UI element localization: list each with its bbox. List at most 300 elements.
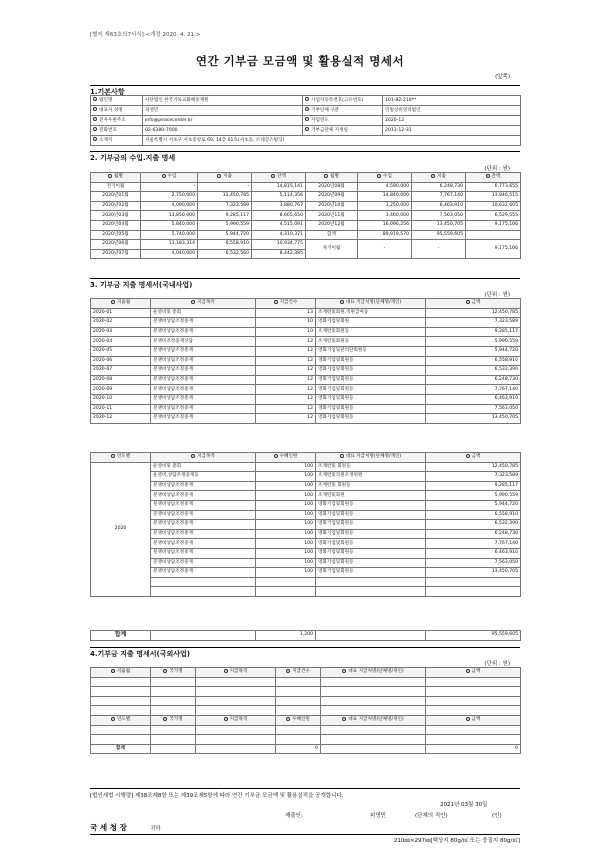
amount-cell: 3,250,000: [358, 201, 412, 211]
amount-cell: -: [198, 182, 252, 192]
amount-cell: 9,285,117: [426, 481, 521, 491]
purpose-cell: 분쟁비상담조정중재: [151, 375, 256, 385]
field-label: 전자우편주소: [91, 116, 143, 126]
bullet-circle-icon: [305, 107, 309, 111]
field-value: 101-82-210**: [383, 96, 521, 106]
amount-cell: 4,090,000: [141, 201, 198, 211]
count-cell: 13: [256, 308, 316, 318]
purpose-cell: 분쟁비상담조정중재: [151, 481, 256, 491]
amount-cell: 13,850,000: [141, 211, 198, 221]
count-cell: 100: [256, 539, 316, 549]
domestic-total-amount: 95,559,605: [426, 631, 521, 641]
month-cell: 2020-09: [91, 385, 151, 395]
empty-cell: [91, 687, 151, 697]
law-statement: [법인세법 시행령] 제38조제8항 또는 제39조제5항에 따라 연간 기부금 모금액 및 활용실적을 공개합니다.: [90, 788, 520, 799]
amount-cell: 6,463,910: [426, 548, 521, 558]
column-header: 금액: [426, 668, 521, 678]
submitter-label: 제출인:: [285, 813, 303, 819]
column-header: 지급목적: [196, 668, 276, 678]
column-header: 금액: [426, 453, 521, 463]
amount-cell: 13,450,785: [198, 192, 252, 202]
amount-cell: 5,944,720: [198, 230, 252, 240]
amount-cell: 3,460,000: [358, 211, 412, 221]
count-cell: 12: [256, 414, 316, 424]
amount-cell: 6,532,560: [198, 249, 252, 259]
carry-forward-label: 차기이월: [306, 240, 358, 259]
field-value: 민법상비영리법인: [383, 106, 521, 116]
bullet-circle-icon: [286, 717, 290, 721]
empty-cell: [151, 687, 196, 697]
income-expense-row: [91, 211, 521, 221]
bullet-circle-icon: [466, 669, 470, 673]
amount-cell: 5,840,000: [141, 220, 198, 230]
amount-cell: 14,815,141: [252, 182, 306, 192]
address-row: [91, 136, 521, 146]
bullet-circle-icon: [93, 107, 97, 111]
month-cell: 2020년05월: [91, 230, 141, 240]
seal-mark: (인): [492, 813, 502, 819]
empty-cell: [276, 725, 321, 735]
amount-cell: 6,558,910: [198, 240, 252, 250]
amount-cell: 95,559,605: [412, 230, 466, 240]
empty-cell: [426, 706, 521, 716]
overseas-yearly-header: [91, 715, 521, 725]
month-cell: 2020년03월: [91, 211, 141, 221]
empty-cell: [321, 706, 426, 716]
field-label: 전화번호: [91, 126, 143, 136]
month-cell: 2020-07: [91, 366, 151, 376]
count-cell: 12: [256, 394, 316, 404]
amount-cell: 6,529,555: [466, 211, 521, 221]
carry-forward-value: -: [412, 240, 466, 259]
count-cell: 12: [256, 404, 316, 414]
payee-cell: 조재련및회원등: [316, 337, 426, 347]
amount-cell: 5,740,000: [141, 230, 198, 240]
purpose-cell: 분쟁비상담조정중재: [151, 385, 256, 395]
amount-cell: -: [141, 182, 198, 192]
count-cell: 100: [256, 558, 316, 568]
amount-cell: 7,563,050: [426, 404, 521, 414]
amount-cell: 7,323,589: [198, 201, 252, 211]
empty-cell: [91, 735, 151, 745]
empty-cell: [276, 687, 321, 697]
empty-cell: [321, 696, 426, 706]
column-header: 지급목적: [196, 715, 276, 725]
bullet-circle-icon: [111, 454, 115, 458]
field-value: 2013-12-31: [383, 126, 521, 136]
month-cell: 2020년10월: [306, 201, 358, 211]
domestic-total-label: 합계: [91, 631, 151, 641]
empty-row: [91, 725, 521, 735]
column-header: 대표 지급처명(단체명/개인): [316, 299, 426, 309]
field-label: 기부금단체 지정일: [303, 126, 383, 136]
month-cell: 2020-01: [91, 308, 151, 318]
purpose-cell: 분쟁비상담조정중재: [151, 558, 256, 568]
payee-cell: 영화기업및회원등: [316, 394, 426, 404]
form-header-note: [별지 제63호의7서식] <개정 2020. 4. 21.>: [90, 32, 201, 38]
amount-cell: 2,750,000: [141, 192, 198, 202]
amount-cell: 6,248,730: [426, 529, 521, 539]
empty-cell: [276, 677, 321, 687]
bullet-circle-icon: [271, 174, 275, 178]
payee-cell: 조재련및회원: [316, 491, 426, 501]
purpose-cell: 분쟁비상담조정중재: [151, 327, 256, 337]
column-header: 지출월: [91, 668, 151, 678]
amount-cell: 6,558,910: [426, 356, 521, 366]
count-cell: 12: [256, 385, 316, 395]
empty-cell: [426, 587, 521, 597]
empty-row: [91, 687, 521, 697]
bullet-circle-icon: [111, 300, 115, 304]
field-value: 피영민: [143, 106, 303, 116]
domestic-unit: (단위 : 원): [484, 292, 510, 298]
field-label: 사업연도: [303, 116, 383, 126]
domestic-row: [91, 414, 521, 424]
empty-cell: [426, 696, 521, 706]
empty-cell: [91, 725, 151, 735]
month-cell: 2020-11: [91, 404, 151, 414]
month-cell: 합계: [306, 230, 358, 240]
field-label: 사업자등록번호(고유번호): [303, 96, 383, 106]
empty-cell: [321, 687, 426, 697]
amount-cell: 7,767,140: [426, 539, 521, 549]
purpose-cell: 분쟁비조정중재상담: [151, 337, 256, 347]
domestic-row: [91, 356, 521, 366]
amount-cell: 5,990,559: [426, 491, 521, 501]
domestic-header: [91, 299, 521, 309]
basic-info-row: [91, 106, 521, 116]
empty-cell: [196, 725, 276, 735]
count-cell: 10: [256, 318, 316, 328]
month-cell: 2020년12월: [306, 220, 358, 230]
month-cell: 2020-06: [91, 356, 151, 366]
purpose-cell: 분쟁비상담조정중재: [151, 414, 256, 424]
empty-cell: [151, 587, 256, 597]
field-label: 법인명: [91, 96, 143, 106]
column-header: 연도별: [91, 715, 151, 725]
purpose-cell: 분쟁비상담조정중재: [151, 356, 256, 366]
amount-cell: 14,840,000: [358, 192, 412, 202]
month-cell: 2020-12: [91, 414, 151, 424]
amount-cell: 6,248,730: [412, 182, 466, 192]
income-expense-header: [91, 173, 521, 183]
count-cell: 100: [256, 529, 316, 539]
empty-row: [91, 677, 521, 687]
field-label: 소재지: [91, 136, 143, 146]
section-domestic-title: 3. 기부금 지출 명세서(국내사업): [90, 278, 520, 290]
count-cell: 100: [256, 520, 316, 530]
column-header: 금액: [426, 715, 521, 725]
domestic-yearly-row: [91, 462, 521, 472]
bullet-circle-icon: [342, 669, 346, 673]
empty-row: [91, 735, 521, 745]
purpose-cell: 분쟁비상담조정중재: [151, 510, 256, 520]
amount-cell: 5,944,720: [426, 346, 521, 356]
month-cell: 2020년04월: [91, 220, 141, 230]
count-cell: 12: [256, 375, 316, 385]
column-header: 연도별: [91, 453, 151, 463]
domestic-row: [91, 366, 521, 376]
basic-info-row: [91, 96, 521, 106]
field-value: 02-6380-7000: [143, 126, 303, 136]
overseas-unit: (단위 : 원): [484, 661, 510, 667]
basic-info-table: [90, 95, 521, 146]
bullet-circle-icon: [377, 174, 381, 178]
empty-cell: [151, 577, 256, 587]
amount-cell: [466, 230, 521, 240]
bullet-circle-icon: [108, 174, 112, 178]
amount-cell: 7,563,050: [412, 211, 466, 221]
payee-cell: 영화기업및회원등: [316, 558, 426, 568]
column-header: 국가명: [151, 668, 196, 678]
domestic-yearly-row: [91, 539, 521, 549]
month-cell: 2020-02: [91, 318, 151, 328]
purpose-cell: 분쟁비상담조정중재: [151, 394, 256, 404]
empty-cell: [426, 725, 521, 735]
bullet-circle-icon: [191, 454, 195, 458]
empty-cell: [196, 735, 276, 745]
month-cell: 2020년11월: [306, 211, 358, 221]
column-header: 지출: [198, 173, 252, 183]
empty-cell: [316, 577, 426, 587]
amount-cell: 9,285,117: [198, 211, 252, 221]
amount-cell: 5,990,559: [198, 220, 252, 230]
carry-forward-value: 9,175,106: [466, 240, 521, 259]
amount-cell: 5,990,559: [426, 337, 521, 347]
amount-cell: 7,563,050: [426, 558, 521, 568]
empty-row: [91, 587, 521, 597]
payee-cell: 영화기업및회원등: [316, 404, 426, 414]
domestic-yearly-row: [91, 510, 521, 520]
paper-spec: 210㎜×297㎜[백상지 80g/㎡ 또는 중질지 80g/㎡]: [90, 834, 520, 844]
field-value: 서울특별시 서초구 서초중앙로 69, 14층 01호(서초동, 르네상스빌딩): [143, 136, 521, 146]
column-header: 대표 지급처명(단체명/개인): [321, 715, 426, 725]
amount-cell: 6,248,730: [426, 375, 521, 385]
payee-cell: 영화기업및회원등: [316, 375, 426, 385]
payee-cell: 영화기업및회원등: [316, 520, 426, 530]
purpose-cell: 운영비,상담조정중재등: [151, 472, 256, 482]
amount-cell: 7,323,589: [426, 472, 521, 482]
purpose-cell: 분쟁비상담조정중재: [151, 520, 256, 530]
payee-cell: 영화기업및회원등: [316, 548, 426, 558]
empty-row: [91, 577, 521, 587]
empty-cell: [151, 735, 196, 745]
domestic-yearly-header: [91, 453, 521, 463]
column-header: 수혜인원: [276, 715, 321, 725]
amount-cell: 10,934,775: [252, 240, 306, 250]
domestic-yearly-row: [91, 568, 521, 578]
count-cell: 12: [256, 337, 316, 347]
income-expense-unit: (단위 : 원): [484, 166, 510, 172]
column-header: 월별: [306, 173, 358, 183]
amount-cell: 5,944,720: [426, 500, 521, 510]
bullet-circle-icon: [162, 174, 166, 178]
empty-cell: [151, 744, 196, 754]
amount-cell: 3,880,767: [252, 201, 306, 211]
domestic-row: [91, 337, 521, 347]
empty-cell: [256, 587, 316, 597]
empty-row: [91, 706, 521, 716]
purpose-cell: 분쟁비상담조정중재: [151, 529, 256, 539]
empty-cell: [196, 744, 276, 754]
purpose-cell: 운영비및 총회: [151, 308, 256, 318]
purpose-cell: 분쟁비상담조정중재: [151, 366, 256, 376]
bullet-circle-icon: [466, 300, 470, 304]
payee-cell: 조재련및회원,직원급여등: [316, 308, 426, 318]
amount-cell: 6,463,910: [426, 394, 521, 404]
amount-cell: 8,442,385: [252, 249, 306, 259]
income-expense-row: [91, 201, 521, 211]
payee-cell: 영화기업및회원등: [316, 539, 426, 549]
amount-cell: 6,532,390: [426, 520, 521, 530]
domestic-yearly-row: [91, 520, 521, 530]
purpose-cell: 분쟁비상담조정중재: [151, 318, 256, 328]
domestic-total-table: [90, 630, 521, 641]
empty-cell: [276, 706, 321, 716]
column-header: 지급건수: [276, 668, 321, 678]
submission-date: 2021년 03월 30일: [440, 802, 488, 808]
basic-info-row: [91, 116, 521, 126]
income-expense-row: [91, 220, 521, 230]
empty-cell: [91, 696, 151, 706]
bullet-circle-icon: [340, 300, 344, 304]
purpose-cell: 분쟁비상담조정중재: [151, 548, 256, 558]
bullet-circle-icon: [93, 137, 97, 141]
bullet-circle-icon: [224, 669, 228, 673]
field-label: 대표자 성명: [91, 106, 143, 116]
amount-cell: 13,450,705: [426, 568, 521, 578]
empty-cell: [196, 706, 276, 716]
month-cell: 2020-05: [91, 346, 151, 356]
column-header: 지급목적: [151, 453, 256, 463]
month-cell: 2020-04: [91, 337, 151, 347]
amount-cell: 12,450,785: [426, 308, 521, 318]
amount-cell: 6,558,910: [426, 510, 521, 520]
field-label: 기부단체 구분: [303, 106, 383, 116]
payee-cell: 영화기업및관리단회원등: [316, 346, 426, 356]
column-header: 지급목적: [151, 299, 256, 309]
empty-cell: [151, 696, 196, 706]
amount-cell: 8,665,650: [252, 211, 306, 221]
bullet-circle-icon: [191, 300, 195, 304]
column-header: 대표 지급처명(단체명/개인): [321, 668, 426, 678]
bullet-circle-icon: [466, 717, 470, 721]
field-value: info@peacecenter.kr: [143, 116, 303, 126]
bullet-circle-icon: [274, 300, 278, 304]
empty-cell: [276, 735, 321, 745]
bullet-circle-icon: [163, 669, 167, 673]
section-income-expense-title: 2. 기부금의 수입.지출 명세: [90, 151, 520, 163]
month-cell: 2020년01월: [91, 192, 141, 202]
bullet-circle-icon: [431, 174, 435, 178]
section-basic-info-title: 1.기본사항: [90, 85, 520, 97]
count-cell: 100: [256, 481, 316, 491]
domestic-yearly-row: [91, 500, 521, 510]
count-cell: 12: [256, 356, 316, 366]
empty-cell: [151, 677, 196, 687]
amount-cell: 6,773,655: [466, 182, 521, 192]
domestic-row: [91, 327, 521, 337]
amount-cell: 7,323,589: [426, 318, 521, 328]
recipient-office: 국 세 청 장: [90, 823, 127, 832]
amount-cell: 13,450,705: [426, 414, 521, 424]
amount-cell: 6,463,910: [412, 201, 466, 211]
amount-cell: 89,919,570: [358, 230, 412, 240]
empty-cell: [316, 587, 426, 597]
amount-cell: 9,175,106: [466, 220, 521, 230]
column-header: 잔액: [252, 173, 306, 183]
field-value: 2020-12: [383, 116, 521, 126]
bullet-circle-icon: [111, 717, 115, 721]
count-cell: 12: [256, 346, 316, 356]
empty-cell: [321, 735, 426, 745]
count-cell: 100: [256, 472, 316, 482]
domestic-monthly-table: [90, 298, 521, 424]
purpose-cell: 분쟁비상담조정중재: [151, 539, 256, 549]
purpose-cell: 분쟁비상담조정중재: [151, 568, 256, 578]
count-cell: 10: [256, 327, 316, 337]
bullet-circle-icon: [466, 454, 470, 458]
bullet-circle-icon: [342, 717, 346, 721]
domestic-yearly-row: [91, 472, 521, 482]
column-header: 수입: [358, 173, 412, 183]
purpose-cell: 분쟁비상담조정중재: [151, 500, 256, 510]
month-cell: 2020년08월: [306, 182, 358, 192]
payee-cell: 조재련및 회원등: [316, 481, 426, 491]
bullet-circle-icon: [93, 117, 97, 121]
month-cell: 2020년02월: [91, 201, 141, 211]
domestic-row: [91, 394, 521, 404]
payee-cell: 영화기업및회원: [316, 318, 426, 328]
column-header: 수혜인원: [256, 453, 316, 463]
amount-cell: 6,532,390: [426, 366, 521, 376]
amount-cell: 10,632,605: [466, 201, 521, 211]
column-header: 지출: [412, 173, 466, 183]
empty-cell: [151, 725, 196, 735]
overseas-header: [91, 668, 521, 678]
amount-cell: 4,040,000: [141, 249, 198, 259]
payee-cell: 영화기업및회원등: [316, 568, 426, 578]
purpose-cell: 운영비및 총회: [151, 462, 256, 472]
recipient-suffix: 귀하: [150, 826, 161, 832]
domestic-row: [91, 404, 521, 414]
amount-cell: 5,114,356: [252, 192, 306, 202]
purpose-cell: 분쟁비상담조정중재: [151, 491, 256, 501]
basic-info-row: [91, 126, 521, 136]
month-cell: 2020-08: [91, 375, 151, 385]
payee-cell: 영화기업및회원등: [316, 500, 426, 510]
empty-cell: [321, 725, 426, 735]
empty-cell: [91, 677, 151, 687]
amount-cell: 13,450,705: [412, 220, 466, 230]
amount-cell: 4,515,091: [252, 220, 306, 230]
domestic-row: [91, 375, 521, 385]
column-header: 대표 지급처명(단체명/개인): [316, 453, 426, 463]
empty-cell: [196, 696, 276, 706]
amount-cell: 7,767,140: [426, 385, 521, 395]
amount-cell: 13,183,314: [141, 240, 198, 250]
empty-cell: [426, 677, 521, 687]
empty-row: [91, 696, 521, 706]
column-header: 수입: [141, 173, 198, 183]
domestic-row: [91, 318, 521, 328]
count-cell: 12: [256, 366, 316, 376]
page-side-label: (앞쪽): [495, 74, 510, 80]
bullet-circle-icon: [286, 669, 290, 673]
count-cell: 100: [256, 510, 316, 520]
domestic-row: [91, 385, 521, 395]
domestic-yearly-row: [91, 481, 521, 491]
